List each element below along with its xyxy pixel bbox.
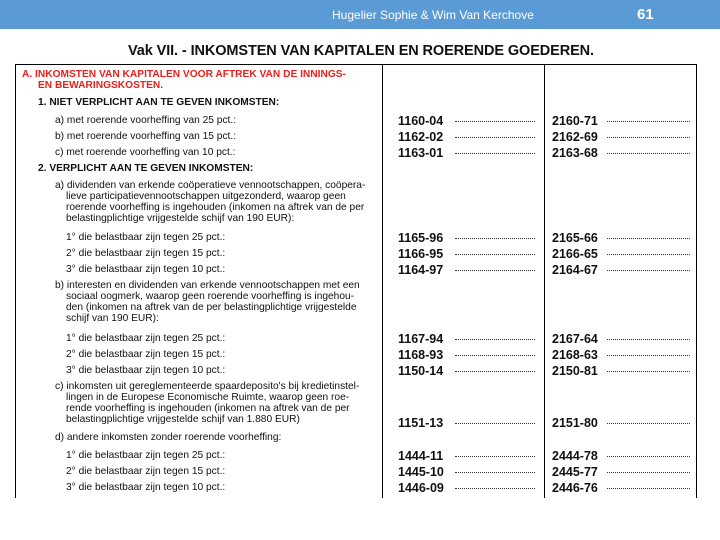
form-line-label: a) met roerende voorheffing van 25 pct.: xyxy=(55,115,237,126)
header-author: Hugelier Sophie & Wim Van Kerchove xyxy=(332,8,534,22)
rate-label: 1° die belastbaar zijn tegen 25 pct.: xyxy=(66,333,226,344)
field-code: 2444-78 xyxy=(552,449,598,463)
amount-field[interactable] xyxy=(455,352,535,356)
amount-field[interactable] xyxy=(607,235,690,239)
amount-field[interactable] xyxy=(455,336,535,340)
field-code: 1163-01 xyxy=(398,146,444,160)
amount-field[interactable] xyxy=(455,453,535,457)
rate-label: 1° die belastbaar zijn tegen 25 pct.: xyxy=(66,232,226,243)
amount-field[interactable] xyxy=(455,235,535,239)
field-code: 2166-65 xyxy=(552,247,598,261)
amount-field[interactable] xyxy=(455,485,535,489)
amount-field[interactable] xyxy=(607,267,690,271)
amount-field[interactable] xyxy=(607,352,690,356)
item-a-text: roerende voorheffing is ingehouden (inkomen na aftrek van de per xyxy=(66,202,365,213)
amount-field[interactable] xyxy=(607,336,690,340)
page-number: 61 xyxy=(637,6,654,23)
rate-label: 2° die belastbaar zijn tegen 15 pct.: xyxy=(66,466,226,477)
amount-field[interactable] xyxy=(607,420,690,424)
rate-label: 3° die belastbaar zijn tegen 10 pct.: xyxy=(66,365,226,376)
item-c-text: rende voorheffing is ingehouden (inkomen na aftrek van de per xyxy=(66,403,350,414)
column-divider xyxy=(544,64,545,498)
field-code: 2162-69 xyxy=(552,130,598,144)
field-code: 1445-10 xyxy=(398,465,444,479)
field-code: 2165-66 xyxy=(552,231,598,245)
field-code: 2164-67 xyxy=(552,263,598,277)
form-line-label: c) met roerende voorheffing van 10 pct.: xyxy=(55,147,236,158)
field-code: 2167-64 xyxy=(552,332,598,346)
field-code: 1150-14 xyxy=(398,364,444,378)
item-d-text: d) andere inkomsten zonder roerende voorheffing: xyxy=(55,432,282,443)
amount-field[interactable] xyxy=(455,420,535,424)
form-line-label: b) met roerende voorheffing van 15 pct.: xyxy=(55,131,237,142)
amount-field[interactable] xyxy=(455,118,535,122)
item-a-text: belastingplichtige vrijgestelde schijf van 190 EUR): xyxy=(66,213,295,224)
amount-field[interactable] xyxy=(607,150,690,154)
subsection-1-heading: 1. NIET VERPLICHT AAN TE GEVEN INKOMSTEN: xyxy=(38,97,280,108)
rate-label: 2° die belastbaar zijn tegen 15 pct.: xyxy=(66,248,226,259)
column-divider xyxy=(382,64,383,498)
amount-field[interactable] xyxy=(607,469,690,473)
field-code: 1168-93 xyxy=(398,348,444,362)
item-a-text: a) dividenden van erkende coöperatieve vennootschappen, coöpera- xyxy=(55,180,366,191)
field-code: 1164-97 xyxy=(398,263,444,277)
section-a-heading: A. INKOMSTEN VAN KAPITALEN VOOR AFTREK VAN DE INNINGS- xyxy=(22,69,346,80)
amount-field[interactable] xyxy=(455,368,535,372)
amount-field[interactable] xyxy=(455,134,535,138)
item-b-text: den (inkomen na aftrek van de per belastingplichtige vrijgestelde xyxy=(66,302,357,313)
rate-label: 3° die belastbaar zijn tegen 10 pct.: xyxy=(66,482,226,493)
field-code: 2446-76 xyxy=(552,481,598,495)
document-title: Vak VII. - INKOMSTEN VAN KAPITALEN EN ROERENDE GOEDEREN. xyxy=(128,43,594,59)
section-a-heading-cont: EN BEWARINGSKOSTEN. xyxy=(38,80,164,91)
amount-field[interactable] xyxy=(607,368,690,372)
field-code: 1151-13 xyxy=(398,416,444,430)
item-b-text: schijf van 190 EUR): xyxy=(66,313,159,324)
amount-field[interactable] xyxy=(607,485,690,489)
amount-field[interactable] xyxy=(607,251,690,255)
field-code: 2160-71 xyxy=(552,114,598,128)
field-code: 2163-68 xyxy=(552,146,598,160)
field-code: 1165-96 xyxy=(398,231,444,245)
item-c-text: lingen in de Europese Economische Ruimte, waarop geen roe- xyxy=(66,392,350,403)
item-c-text: belastingplichtige vrijgestelde schijf van 1.880 EUR) xyxy=(66,414,300,425)
amount-field[interactable] xyxy=(607,453,690,457)
rate-label: 2° die belastbaar zijn tegen 15 pct.: xyxy=(66,349,226,360)
amount-field[interactable] xyxy=(455,469,535,473)
amount-field[interactable] xyxy=(455,267,535,271)
field-code: 2445-77 xyxy=(552,465,598,479)
subsection-2-heading: 2. VERPLICHT AAN TE GEVEN INKOMSTEN: xyxy=(38,163,254,174)
field-code: 1444-11 xyxy=(398,449,444,463)
amount-field[interactable] xyxy=(607,134,690,138)
amount-field[interactable] xyxy=(607,118,690,122)
field-code: 1446-09 xyxy=(398,481,444,495)
field-code: 1166-95 xyxy=(398,247,444,261)
rate-label: 1° die belastbaar zijn tegen 25 pct.: xyxy=(66,450,226,461)
field-code: 2150-81 xyxy=(552,364,598,378)
field-code: 2168-63 xyxy=(552,348,598,362)
field-code: 1167-94 xyxy=(398,332,444,346)
item-a-text: lieve participatievennootschappen uitgezonderd, waarop geen xyxy=(66,191,346,202)
item-c-text: c) inkomsten uit gereglementeerde spaardeposito's bij kredietinstel- xyxy=(55,381,360,392)
item-b-text: b) interesten en dividenden van erkende vennootschappen met een xyxy=(55,280,360,291)
amount-field[interactable] xyxy=(455,251,535,255)
amount-field[interactable] xyxy=(455,150,535,154)
field-code: 1160-04 xyxy=(398,114,444,128)
rate-label: 3° die belastbaar zijn tegen 10 pct.: xyxy=(66,264,226,275)
field-code: 1162-02 xyxy=(398,130,444,144)
item-b-text: sociaal oogmerk, waarop geen roerende voorheffing is ingehou- xyxy=(66,291,355,302)
field-code: 2151-80 xyxy=(552,416,598,430)
